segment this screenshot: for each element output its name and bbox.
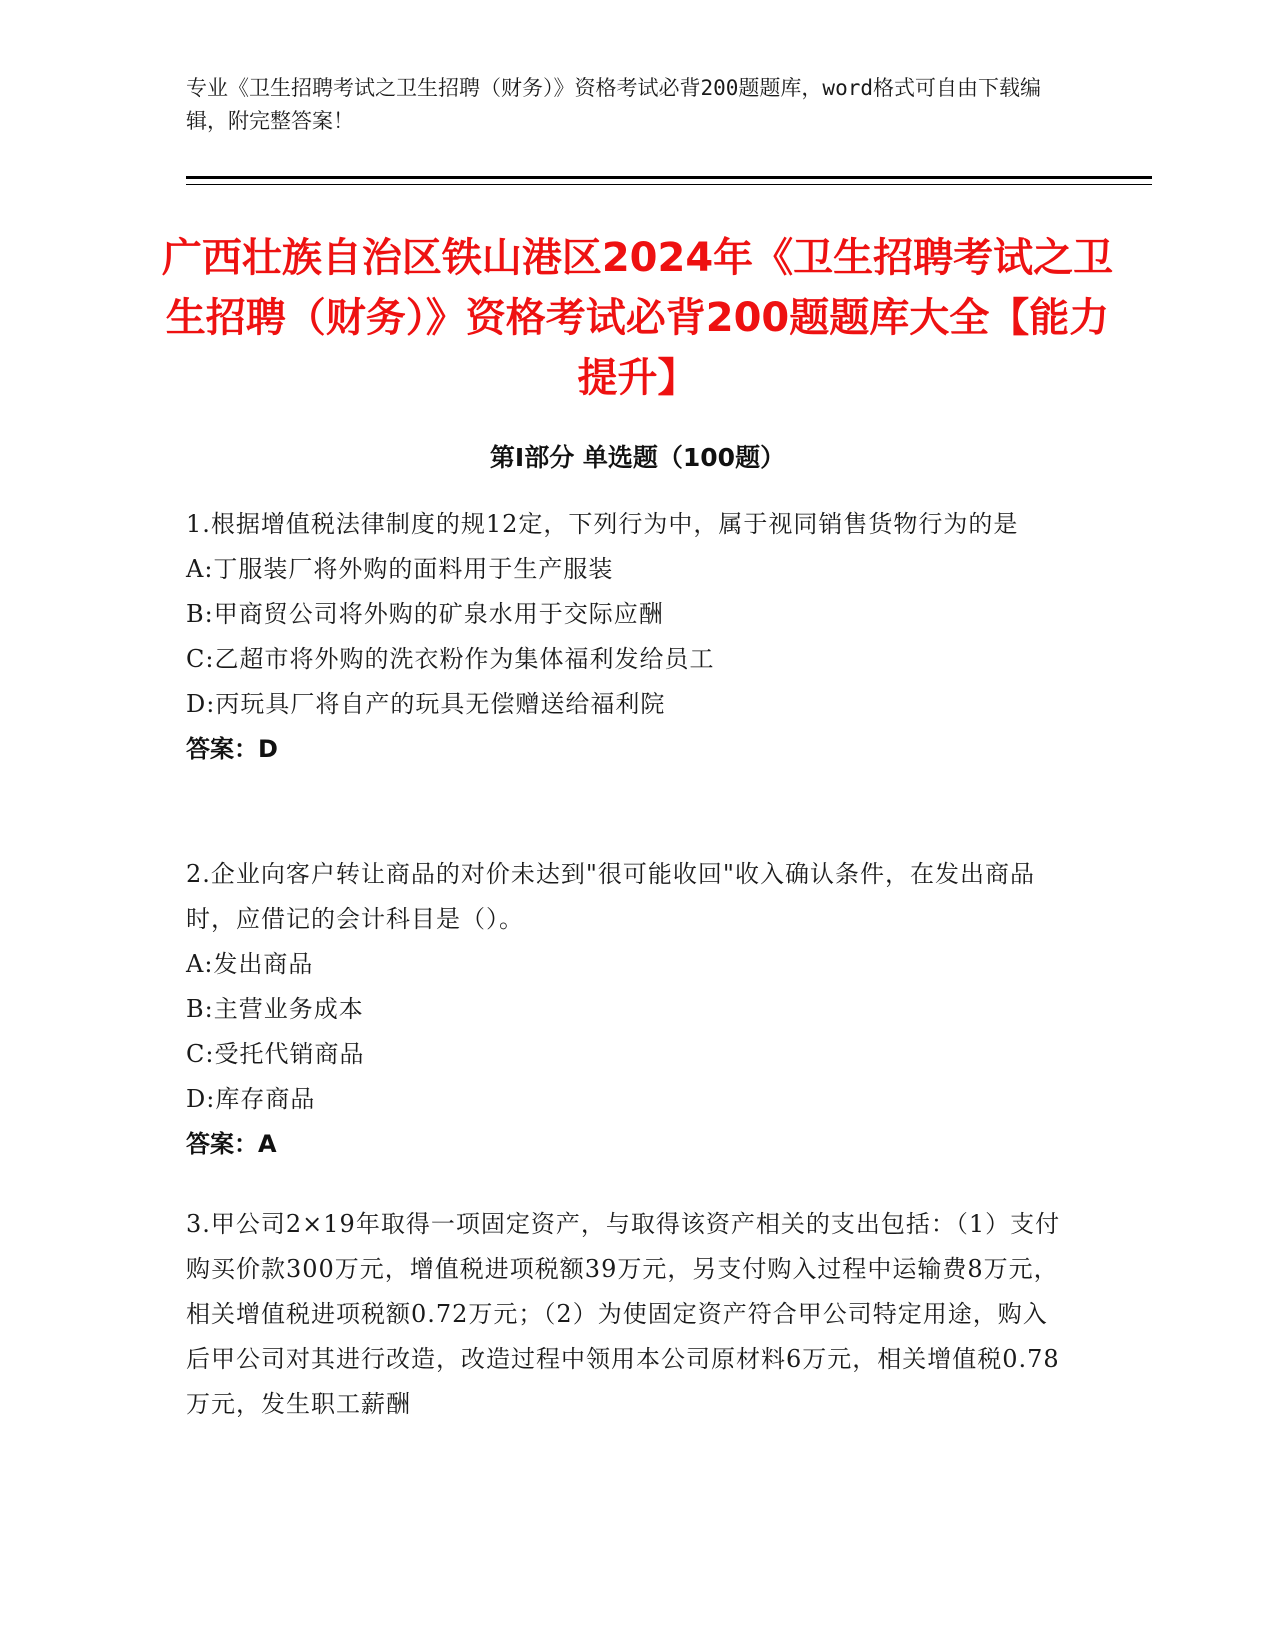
question-text: 1.根据增值税法律制度的规12定，下列行为中，属于视同销售货物行为的是 — [186, 510, 1019, 538]
answer-line: 答案：D — [186, 735, 278, 763]
answer-line: 答案：A — [186, 1130, 277, 1158]
header-rule-thin — [186, 184, 1152, 185]
option-c: C:乙超市将外购的洗衣粉作为集体福利发给员工 — [186, 645, 715, 673]
question-text: 3.甲公司2×19年取得一项固定资产，与取得该资产相关的支出包括：（1）支付购买价款300万元，增值税进项税额39万元，另支付购入过程中运输费8万元，相关增值税进项税额0.72万元；（2）为使固定资产符合甲公司特定用途，购入后甲公司对其进行改造，改造过程中领用本公司原材料6万元，相关增值税0.78万元，发生职工薪酬 — [186, 1210, 1061, 1418]
question-block — [186, 502, 1066, 772]
option-b: B:主营业务成本 — [186, 995, 364, 1023]
option-a: A:丁服装厂将外购的面料用于生产服装 — [186, 555, 614, 583]
header-rule-thick — [186, 176, 1152, 179]
document-title: 广西壮族自治区铁山港区2024年《卫生招聘考试之卫生招聘（财务）》资格考试必背200题题库大全【能力提升】 — [161, 235, 1114, 401]
option-b: B:甲商贸公司将外购的矿泉水用于交际应酬 — [186, 600, 664, 628]
option-a: A:发出商品 — [186, 950, 314, 978]
question-block — [186, 1202, 1066, 1427]
question-text: 2.企业向客户转让商品的对价未达到"很可能收回"收入确认条件，在发出商品时，应借记的会计科目是（）。 — [186, 860, 1035, 933]
header-note: 专业《卫生招聘考试之卫生招聘（财务）》资格考试必背200题题库，word格式可自由下载编辑，附完整答案！ — [186, 76, 1041, 133]
question-block — [186, 852, 1066, 1167]
option-c: C:受托代销商品 — [186, 1040, 365, 1068]
section-heading: 第I部分 单选题（100题） — [489, 443, 786, 472]
option-d: D:丙玩具厂将自产的玩具无偿赠送给福利院 — [186, 690, 666, 718]
option-d: D:库存商品 — [186, 1085, 316, 1113]
